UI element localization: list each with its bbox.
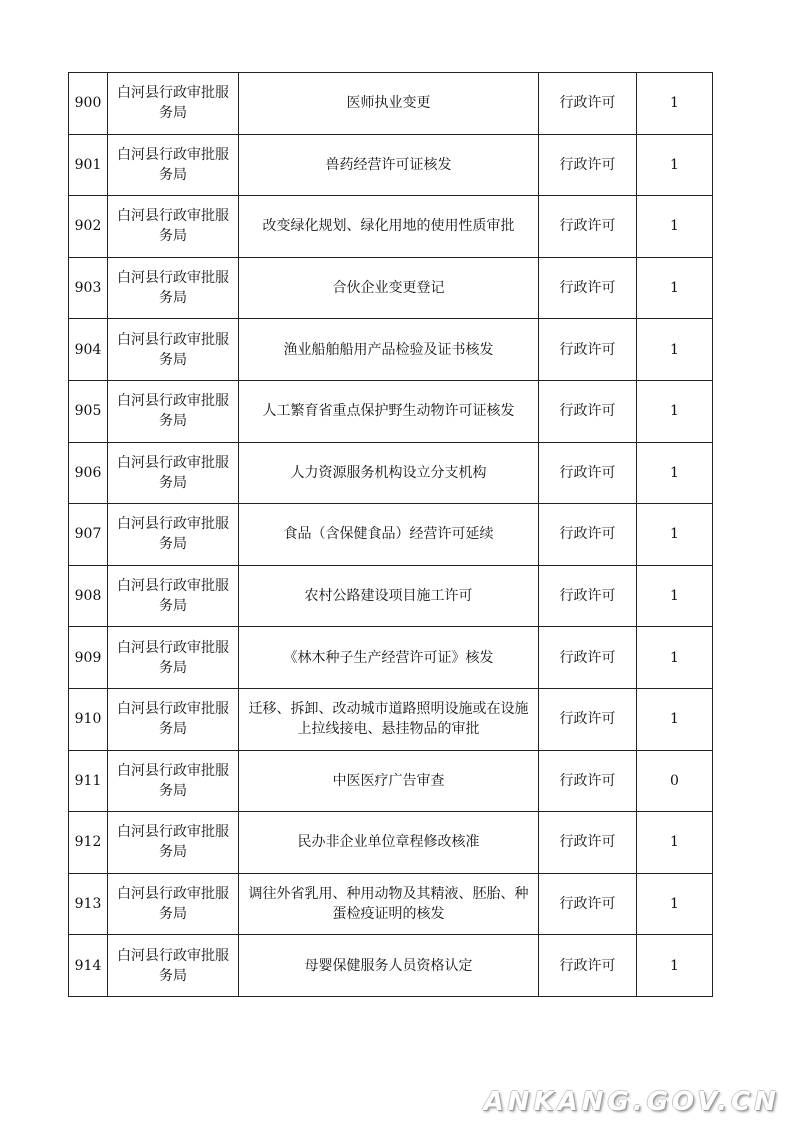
- item-name-cell: [239, 565, 539, 627]
- table-row: [69, 627, 713, 689]
- department-cell: [108, 504, 239, 566]
- item-type-cell: 行政许可: [539, 442, 637, 504]
- department-cell: [108, 257, 239, 319]
- item-name-cell: [239, 73, 539, 135]
- department-cell-text: 白河县行政审批服务局: [117, 454, 229, 491]
- count-cell: 1: [637, 935, 713, 997]
- department-cell: [108, 196, 239, 258]
- item-name-cell: [239, 319, 539, 381]
- item-type-cell: 行政许可: [539, 196, 637, 258]
- item-name-cell: [239, 812, 539, 874]
- count-cell: 1: [637, 196, 713, 258]
- department-cell-text: 白河县行政审批服务局: [117, 516, 229, 553]
- count-cell: 1: [637, 627, 713, 689]
- item-name-cell-text: 迁移、拆卸、改动城市道路照明设施或在设施上拉线接电、悬挂物品的审批: [248, 701, 529, 738]
- table-row: [69, 442, 713, 504]
- item-name-cell-text: 农村公路建设项目施工许可: [304, 588, 473, 605]
- row-number-cell: 908: [69, 565, 108, 627]
- row-number-cell: 901: [69, 134, 108, 196]
- item-name-cell: [239, 688, 539, 750]
- department-cell-text: 白河县行政审批服务局: [117, 270, 229, 307]
- row-number-cell: 904: [69, 319, 108, 381]
- item-type-cell: 行政许可: [539, 627, 637, 689]
- row-number-cell: 914: [69, 935, 108, 997]
- item-type-cell: 行政许可: [539, 73, 637, 135]
- table-row: [69, 812, 713, 874]
- row-number-cell: 912: [69, 812, 108, 874]
- department-cell-text: 白河县行政审批服务局: [117, 146, 229, 183]
- department-cell: [108, 688, 239, 750]
- department-cell-text: 白河县行政审批服务局: [117, 762, 229, 799]
- department-cell-text: 白河县行政审批服务局: [117, 578, 229, 615]
- row-number-cell: 903: [69, 257, 108, 319]
- table-row: [69, 935, 713, 997]
- department-cell: [108, 380, 239, 442]
- department-cell: [108, 750, 239, 812]
- department-cell-text: 白河县行政审批服务局: [117, 947, 229, 984]
- count-cell: 0: [637, 750, 713, 812]
- count-cell: 1: [637, 73, 713, 135]
- item-name-cell: [239, 196, 539, 258]
- table-row: [69, 134, 713, 196]
- department-cell: [108, 134, 239, 196]
- item-name-cell-text: 人工繁育省重点保护野生动物许可证核发: [262, 403, 515, 420]
- table-row: [69, 688, 713, 750]
- item-name-cell-text: 食品（含保健食品）经营许可延续: [283, 526, 494, 543]
- count-cell: 1: [637, 688, 713, 750]
- item-name-cell: [239, 504, 539, 566]
- item-name-cell-text: 医师执业变更: [346, 95, 431, 112]
- department-cell-text: 白河县行政审批服务局: [117, 701, 229, 738]
- department-cell-text: 白河县行政审批服务局: [117, 208, 229, 245]
- item-type-cell: 行政许可: [539, 319, 637, 381]
- table-row: [69, 257, 713, 319]
- item-type-cell: 行政许可: [539, 380, 637, 442]
- row-number-cell: 906: [69, 442, 108, 504]
- item-name-cell-text: 中医医疗广告审查: [332, 772, 445, 789]
- item-type-cell: 行政许可: [539, 750, 637, 812]
- department-cell: [108, 627, 239, 689]
- table-row: [69, 750, 713, 812]
- item-type-cell: 行政许可: [539, 134, 637, 196]
- count-cell: 1: [637, 134, 713, 196]
- table-row: [69, 319, 713, 381]
- row-number-cell: 902: [69, 196, 108, 258]
- count-cell: 1: [637, 565, 713, 627]
- item-type-cell: 行政许可: [539, 812, 637, 874]
- department-cell-text: 白河县行政审批服务局: [117, 886, 229, 923]
- item-name-cell-text: 人力资源服务机构设立分支机构: [290, 464, 487, 481]
- item-name-cell: [239, 380, 539, 442]
- item-type-cell: 行政许可: [539, 504, 637, 566]
- item-name-cell: [239, 627, 539, 689]
- table-body: [69, 73, 713, 997]
- department-cell-text: 白河县行政审批服务局: [117, 331, 229, 368]
- item-name-cell: [239, 442, 539, 504]
- department-cell: [108, 442, 239, 504]
- row-number-cell: 909: [69, 627, 108, 689]
- row-number-cell: 911: [69, 750, 108, 812]
- item-name-cell: [239, 257, 539, 319]
- item-type-cell: 行政许可: [539, 935, 637, 997]
- item-name-cell-text: 合伙企业变更登记: [332, 280, 445, 297]
- count-cell: 1: [637, 812, 713, 874]
- department-cell: [108, 73, 239, 135]
- item-type-cell: 行政许可: [539, 565, 637, 627]
- item-name-cell: [239, 873, 539, 935]
- table-row: [69, 73, 713, 135]
- item-name-cell-text: 民办非企业单位章程修改核准: [297, 834, 480, 851]
- department-cell: [108, 565, 239, 627]
- table-row: [69, 565, 713, 627]
- approval-items-table: [68, 72, 713, 997]
- item-type-cell: 行政许可: [539, 688, 637, 750]
- row-number-cell: 900: [69, 73, 108, 135]
- item-type-cell: 行政许可: [539, 873, 637, 935]
- department-cell-text: 白河县行政审批服务局: [117, 639, 229, 676]
- item-name-cell: [239, 750, 539, 812]
- item-name-cell-text: 兽药经营许可证核发: [325, 156, 452, 173]
- row-number-cell: 913: [69, 873, 108, 935]
- department-cell-text: 白河县行政审批服务局: [117, 393, 229, 430]
- item-name-cell-text: 《林木种子生产经营许可证》核发: [283, 649, 494, 666]
- count-cell: 1: [637, 380, 713, 442]
- item-name-cell: [239, 935, 539, 997]
- department-cell-text: 白河县行政审批服务局: [117, 85, 229, 122]
- item-name-cell-text: 改变绿化规划、绿化用地的使用性质审批: [262, 218, 515, 235]
- item-name-cell: [239, 134, 539, 196]
- item-type-cell: 行政许可: [539, 257, 637, 319]
- table-row: [69, 873, 713, 935]
- item-name-cell-text: 调往外省乳用、种用动物及其精液、胚胎、种蛋检疫证明的核发: [248, 886, 529, 923]
- count-cell: 1: [637, 504, 713, 566]
- table-row: [69, 504, 713, 566]
- department-cell-text: 白河县行政审批服务局: [117, 824, 229, 861]
- department-cell: [108, 873, 239, 935]
- row-number-cell: 905: [69, 380, 108, 442]
- item-name-cell-text: 渔业船舶船用产品检验及证书核发: [283, 341, 494, 358]
- department-cell: [108, 812, 239, 874]
- site-watermark: ANKANG.GOV.CN: [483, 1087, 780, 1117]
- department-cell: [108, 935, 239, 997]
- count-cell: 1: [637, 319, 713, 381]
- item-name-cell-text: 母婴保健服务人员资格认定: [304, 957, 473, 974]
- row-number-cell: 910: [69, 688, 108, 750]
- count-cell: 1: [637, 257, 713, 319]
- department-cell: [108, 319, 239, 381]
- count-cell: 1: [637, 873, 713, 935]
- count-cell: 1: [637, 442, 713, 504]
- row-number-cell: 907: [69, 504, 108, 566]
- table-row: [69, 380, 713, 442]
- table-row: [69, 196, 713, 258]
